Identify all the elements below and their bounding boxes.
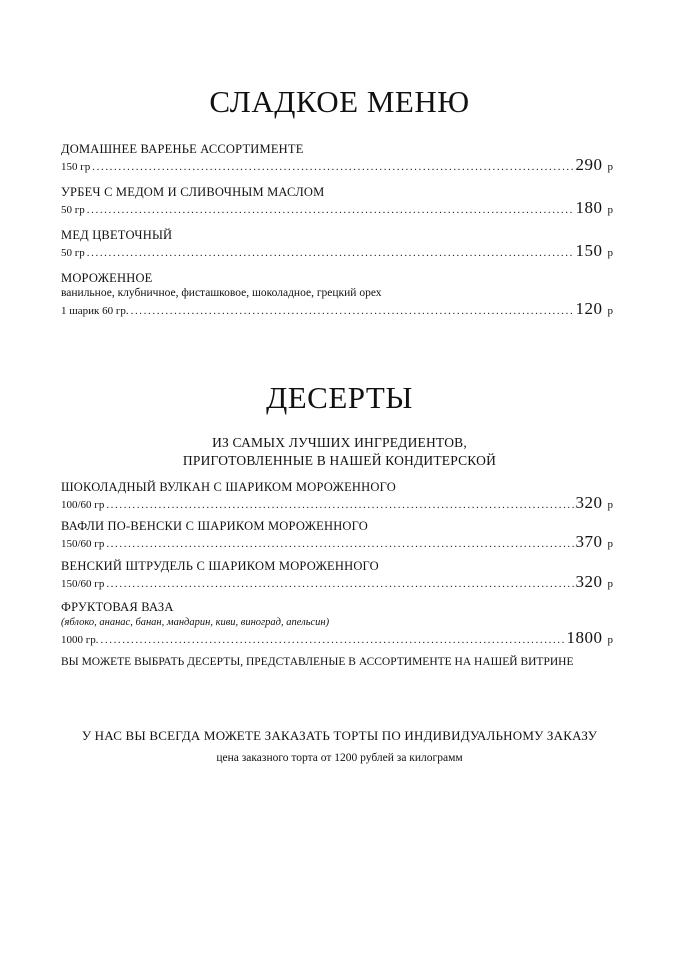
- menu-item: [61, 142, 613, 175]
- dot-leader: [92, 159, 573, 175]
- item-name: МОРОЖЕННОЕ: [61, 271, 153, 285]
- item-description: (яблоко, ананас, банан, мандарин, киви, виноград, апельсин): [61, 617, 330, 628]
- item-currency: р: [607, 247, 613, 259]
- item-weight: 150/60 гр: [61, 538, 105, 550]
- item-weight: 100/60 гр: [61, 499, 105, 511]
- dot-leader: [106, 497, 573, 513]
- price-row: [61, 243, 613, 261]
- subtitle-line: ИЗ САМЫХ ЛУЧШИХ ИНГРЕДИЕНТОВ,: [212, 435, 467, 450]
- item-currency: р: [607, 204, 613, 216]
- price-row: [61, 495, 613, 513]
- item-currency: р: [607, 161, 613, 173]
- dot-leader: [131, 303, 574, 319]
- item-price: 120: [575, 301, 603, 318]
- price-row: [61, 301, 613, 319]
- price-row: [61, 534, 613, 552]
- item-name: ДОМАШНЕЕ ВАРЕНЬЕ АССОРТИМЕНТЕ: [61, 142, 304, 156]
- dot-leader: [106, 576, 573, 592]
- item-currency: р: [607, 305, 613, 317]
- menu-item: [61, 559, 613, 592]
- menu-item: [61, 480, 613, 513]
- item-price: 320: [575, 574, 603, 591]
- item-weight: 50 гр: [61, 247, 85, 259]
- item-weight: 1 шарик 60 гр.: [61, 305, 129, 317]
- item-price: 1800: [566, 630, 603, 647]
- item-currency: р: [607, 578, 613, 590]
- item-price: 320: [575, 495, 603, 512]
- item-name: ВЕНСКИЙ ШТРУДЕЛЬ С ШАРИКОМ МОРОЖЕННОГО: [61, 559, 379, 573]
- menu-item: [61, 185, 613, 218]
- menu-item: [61, 228, 613, 261]
- item-weight: 150 гр: [61, 161, 91, 173]
- section-title-desserts: ДЕСЕРТЫ: [266, 380, 413, 415]
- subtitle-line: ПРИГОТОВЛЕННЫЕ В НАШЕЙ КОНДИТЕРСКОЙ: [182, 453, 497, 468]
- item-price: 180: [575, 200, 603, 217]
- item-price: 370: [575, 534, 603, 551]
- price-row: [61, 630, 613, 648]
- item-price: 290: [575, 157, 603, 174]
- dot-leader: [101, 632, 565, 648]
- item-price: 150: [575, 243, 603, 260]
- section-title-sweet-menu: СЛАДКОЕ МЕНЮ: [209, 84, 470, 119]
- item-currency: р: [607, 634, 613, 646]
- item-name: ШОКОЛАДНЫЙ ВУЛКАН С ШАРИКОМ МОРОЖЕННОГО: [61, 480, 396, 494]
- item-currency: р: [607, 538, 613, 550]
- item-name: ФРУКТОВАЯ ВАЗА: [61, 600, 174, 614]
- menu-item: [61, 600, 613, 648]
- item-weight: 50 гр: [61, 204, 85, 216]
- custom-cake-price-note: цена заказного торта от 1200 рублей за килограмм: [216, 752, 463, 764]
- price-row: [61, 157, 613, 175]
- showcase-note: ВЫ МОЖЕТЕ ВЫБРАТЬ ДЕСЕРТЫ, ПРЕДСТАВЛЕНЫЕ В АССОРТИМЕНТЕ НА НАШЕЙ ВИТРИНЕ: [61, 656, 574, 668]
- item-weight: 1000 гр.: [61, 634, 99, 646]
- item-name: ВАФЛИ ПО-ВЕНСКИ С ШАРИКОМ МОРОЖЕННОГО: [61, 519, 368, 533]
- dot-leader: [106, 536, 573, 552]
- price-row: [61, 200, 613, 218]
- item-currency: р: [607, 499, 613, 511]
- item-name: МЕД ЦВЕТОЧНЫЙ: [61, 228, 173, 242]
- item-name: УРБЕЧ С МЕДОМ И СЛИВОЧНЫМ МАСЛОМ: [61, 185, 325, 199]
- dot-leader: [87, 202, 574, 218]
- desserts-subtitle: [0, 434, 679, 470]
- menu-item: [61, 271, 613, 319]
- dot-leader: [87, 245, 574, 261]
- item-weight: 150/60 гр: [61, 578, 105, 590]
- menu-item: [61, 519, 613, 552]
- custom-cake-cta: У НАС ВЫ ВСЕГДА МОЖЕТЕ ЗАКАЗАТЬ ТОРТЫ ПО ИНДИВИДУАЛЬНОМУ ЗАКАЗУ: [81, 728, 598, 743]
- price-row: [61, 574, 613, 592]
- item-description: ванильное, клубничное, фисташковое, шоколадное, грецкий орех: [61, 287, 382, 299]
